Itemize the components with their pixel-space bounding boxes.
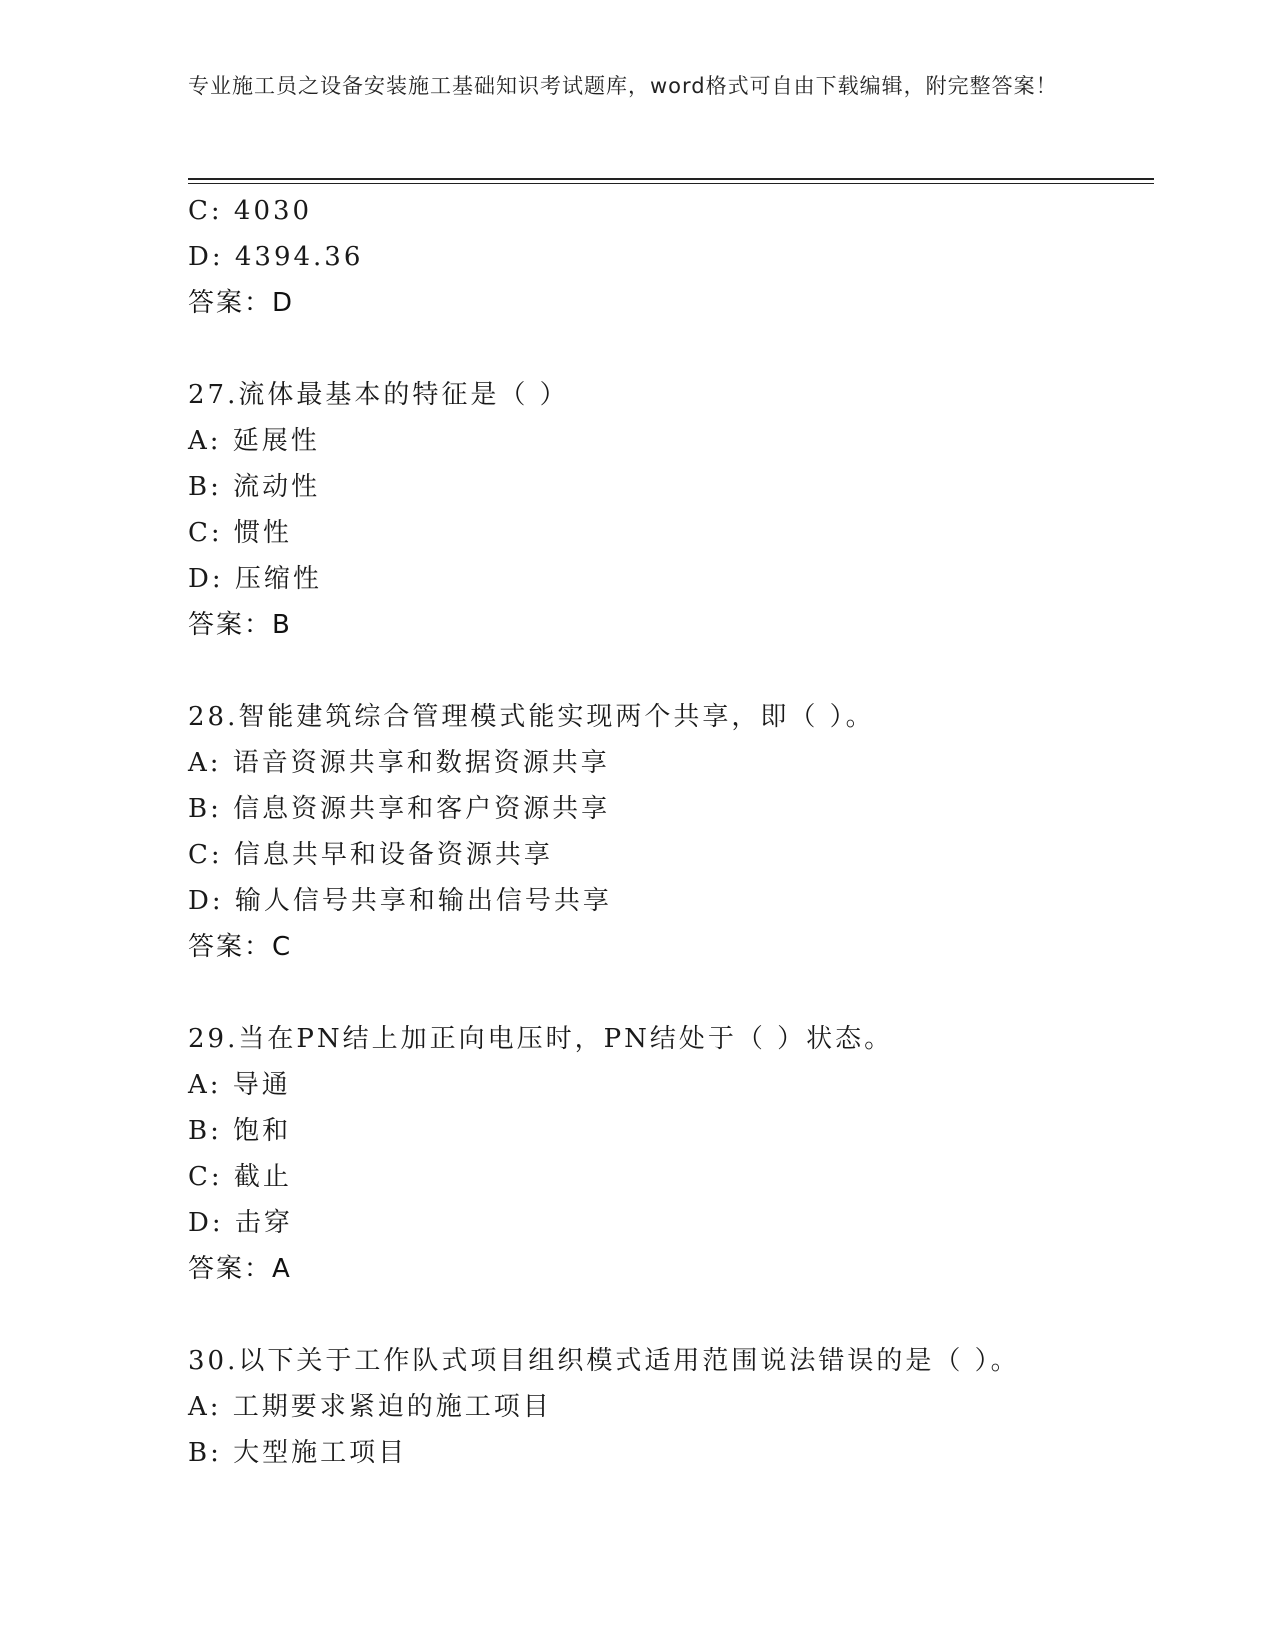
header-divider-thin (188, 183, 1154, 184)
option-a: A: 工期要求紧迫的施工项目 (188, 1392, 552, 1422)
question-29 (188, 1016, 1148, 1292)
option-d: D: 压缩性 (188, 564, 322, 594)
document-header (188, 70, 1068, 102)
option-b: B: 流动性 (188, 472, 321, 502)
question-stem: 27.流体最基本的特征是（ ） (188, 380, 569, 410)
question-26-partial (188, 188, 1148, 326)
option-b: B: 信息资源共享和客户资源共享 (188, 794, 611, 824)
option-c: C: 4030 (188, 196, 313, 226)
option-d: D: 4394.36 (188, 242, 364, 272)
option-a: A: 语音资源共享和数据资源共享 (188, 748, 610, 778)
question-list (188, 188, 1148, 1476)
header-divider-thick (188, 178, 1154, 180)
question-stem: 29.当在PN结上加正向电压时，PN结处于（ ）状态。 (188, 1024, 894, 1054)
answer: 答案：B (188, 610, 292, 640)
question-27 (188, 372, 1148, 648)
option-a: A: 导通 (188, 1070, 291, 1100)
answer: 答案：C (188, 932, 293, 962)
header-title: 专业施工员之设备安装施工基础知识考试题库，word格式可自由下载编辑，附完整答案！ (188, 74, 1058, 98)
option-c: C: 信息共早和设备资源共享 (188, 840, 553, 870)
option-d: D: 输人信号共享和输出信号共享 (188, 886, 612, 916)
option-c: C: 惯性 (188, 518, 292, 548)
option-a: A: 延展性 (188, 426, 320, 456)
question-28 (188, 694, 1148, 970)
question-stem: 30.以下关于工作队式项目组织模式适用范围说法错误的是（ ）。 (188, 1346, 1020, 1376)
question-30 (188, 1338, 1148, 1476)
option-d: D: 击穿 (188, 1208, 293, 1238)
option-b: B: 饱和 (188, 1116, 292, 1146)
answer: 答案：A (188, 1254, 292, 1284)
question-stem: 28.智能建筑综合管理模式能实现两个共享，即（ ）。 (188, 702, 875, 732)
option-c: C: 截止 (188, 1162, 292, 1192)
answer: 答案：D (188, 288, 295, 318)
option-b: B: 大型施工项目 (188, 1438, 408, 1468)
